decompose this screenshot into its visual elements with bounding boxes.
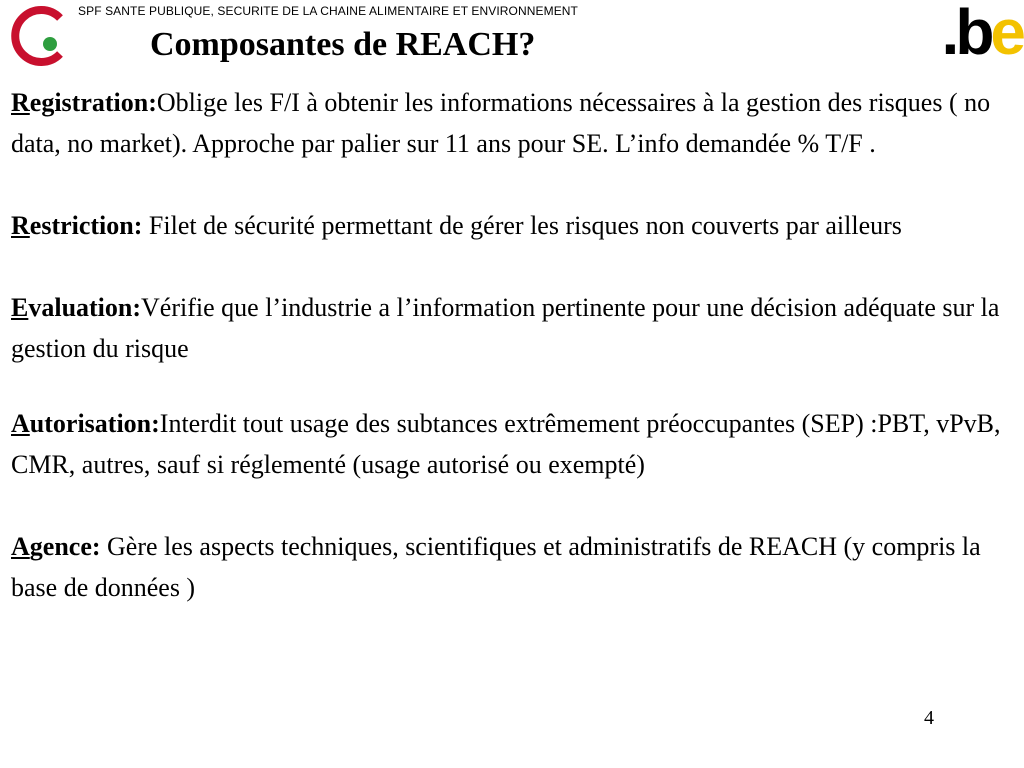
list-item-autorisation <box>11 403 1011 485</box>
page-title: Composantes de REACH? <box>150 26 536 63</box>
page-number: 4 <box>924 707 934 729</box>
organization-name: SPF SANTE PUBLIQUE, SECURITE DE LA CHAINE ALIMENTAIRE ET ENVIRONNEMENT <box>78 4 578 18</box>
term-evaluation: Evaluation: <box>11 293 142 322</box>
be-logo: .be <box>941 0 1022 68</box>
description-restriction: Filet de sécurité permettant de gérer les risques non couverts par ailleurs <box>142 211 902 240</box>
term-registration: Registration: <box>11 88 157 117</box>
list-item-evaluation <box>11 287 1011 369</box>
list-item-agence <box>11 526 1011 608</box>
list-item-registration <box>11 82 1011 164</box>
slide-content <box>11 82 1011 608</box>
description-registration: Oblige les F/I à obtenir les informations nécessaires à la gestion des risques ( no data, no market). Approche par palier sur 11 ans pour SE. L’info demandée % T/F . <box>11 88 991 158</box>
term-agence: Agence: <box>11 532 101 561</box>
description-autorisation: Interdit tout usage des subtances extrêmement préoccupantes (SEP) :PBT, vPvB, CMR, autres, sauf si réglementé (usage autorisé ou exempté) <box>11 409 1001 479</box>
description-agence: Gère les aspects techniques, scientifiques et administratifs de REACH (y compris la base de données ) <box>11 532 981 602</box>
list-item-restriction <box>11 205 1011 246</box>
term-restriction: Restriction: <box>11 211 143 240</box>
ministry-logo-icon <box>8 4 72 68</box>
term-autorisation: Autorisation: <box>11 409 160 438</box>
description-evaluation: Vérifie que l’industrie a l’information pertinente pour une décision adéquate sur la gestion du risque <box>11 293 1000 363</box>
